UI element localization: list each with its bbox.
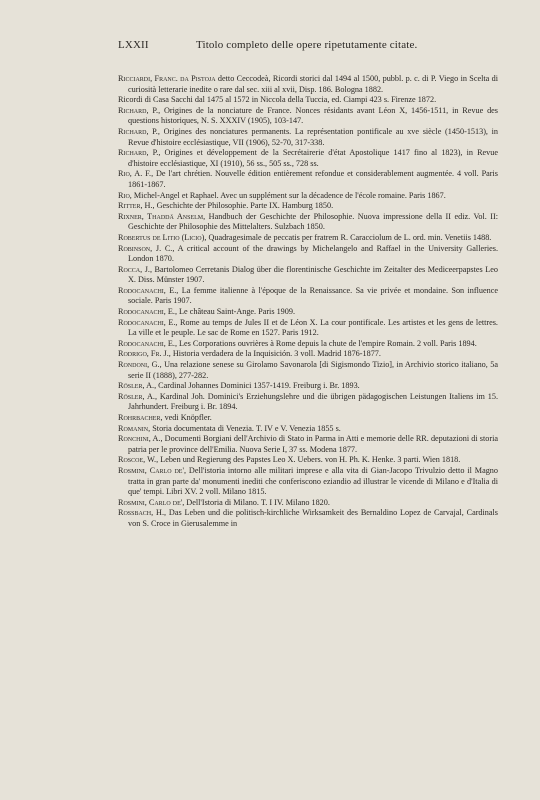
entry-author: Ronchini, A. (118, 434, 161, 444)
bibliography-entry (118, 307, 498, 318)
bibliography-entry (118, 434, 498, 455)
entry-author: Ricciardi, Franc. da Pistoja (118, 74, 216, 83)
entry-text: , vedi Knöpfler. (160, 413, 212, 422)
bibliography-entry (118, 148, 498, 169)
entry-author: Romanin (118, 423, 149, 433)
bibliography-entry (118, 95, 498, 106)
entry-text: , Storia documentata di Venezia. T. IV e V. Venezia 1855 s. (148, 423, 341, 433)
entry-author: Rösler, A. (118, 381, 155, 391)
entry-author: Rodocanachi, E. (118, 285, 177, 295)
bibliography-entry (118, 318, 498, 339)
bibliography-entry (118, 392, 498, 413)
bibliography-entry (118, 498, 498, 509)
entry-text: , Das Leben und die politisch-kirchliche Wirksamkeit des Bernaldino Lopez de Carvajal, Cardinals von S. Croce in Gierusalemme in (128, 508, 498, 528)
entry-text: , Handbuch der Geschichte der Philosophie. Nuova impressione della II ediz. Vol. II: Geschichte der Philosophie des Mittelalters. Sulzbach 1850. (128, 211, 499, 232)
entry-text: , Leben und Regierung des Papstes Leo X. Uebers. von H. Ph. K. Henke. 3 parti. Wien 1818. (156, 455, 461, 465)
page-number: LXXII (118, 39, 149, 51)
entry-author: Rocca, J. (118, 264, 150, 274)
entry-text: , Origines des nonciatures permanents. La représentation pontificale au xve siècle (1450-1513), in Revue d'histoire ecclésiastique, VII (1906), 52-70, 317-338. (128, 126, 498, 147)
entry-text: , Quadragesimale de peccatis per fratrem R. Caracciolum de L. ord. min. Venetiis 1488. (204, 232, 492, 242)
entry-author: Rondoni, G. (118, 360, 160, 370)
bibliography-entry (118, 508, 498, 529)
bibliography-entry (118, 74, 498, 95)
entry-text: , Les Corporations ouvrières à Rome depuis la chute de l'empire Romain. 2 voll. Paris 1894. (174, 338, 477, 348)
entry-author: Rodocanachi, E. (118, 338, 175, 348)
entry-text: , Bartolomeo Cerretanis Dialog über die florentinische Geschichte im Zeitalter des Mediceerpapstes Leo X. Diss. Münster 1907. (128, 264, 498, 285)
entry-author: Rodrigo, Fr. J. (118, 349, 169, 359)
bibliography-entry (118, 455, 498, 466)
entry-author: Rösler, A. (118, 391, 155, 401)
entry-text: , Rome au temps de Jules II et de Léon X. La cour pontificale. Les artistes et les gens de lettres. La ville et le peuple. Le sac de Rome en 1527. Paris 1912. (128, 317, 498, 338)
entry-author: Rixner, Thaddä Anselm (118, 211, 204, 221)
entry-text: , Una relazione senese su Girolamo Savonarola [di Sigismondo Tizio], in Archivio storico italiano, 5a serie II (1888), 277-282. (128, 360, 498, 380)
entry-text: , Origines de la nonciature de France. Nonces résidants avant Léon X, 1456-1511, in Revue des questions historiques, N. S. XXXIV (1905), 103-147. (128, 105, 498, 126)
bibliography-entry (118, 244, 498, 265)
entry-author: Rio (118, 190, 130, 200)
bibliography-entry (118, 233, 498, 244)
bibliography-entry (118, 169, 498, 190)
entry-author: Rossbach, H. (118, 508, 165, 518)
entry-text: detto Ceccodeà, Ricordi storici dal 1494 al 1500, pubbl. p. c. di P. Viego in Scelta di curiosità letterarie inedite o rare dal sec. xiii al xvii, Disp. 186. Bologna 1882. (128, 74, 498, 94)
entry-author: Rosmini, Carlo de' (118, 497, 183, 507)
entry-author: Rosmini, Carlo de' (118, 465, 184, 475)
entry-text: , Kardinal Joh. Dominici's Erziehungslehre und die übrigen pädagogischen Leistungen Italiens im 15. Jahrhundert. Freiburg i. Br. 1894. (128, 391, 498, 412)
bibliography-entry (118, 413, 498, 424)
entry-text: , Geschichte der Philosophie. Parte IX. Hamburg 1850. (152, 201, 334, 211)
bibliography-entry (118, 360, 498, 381)
bibliography-entry (118, 265, 498, 286)
entry-author: Richard, P. (118, 126, 158, 136)
bibliography-entry (118, 201, 498, 212)
entry-text: , Dell'Istoria di Milano. T. I IV. Milano 1820. (182, 497, 330, 507)
bibliography-entry (118, 191, 498, 202)
entry-author: Richard, P. (118, 148, 159, 158)
entry-text: , Documenti Borgiani dell'Archivio di Stato in Parma in Atti e memorie delle RR. deputazioni di storia patria per le province dell'Emilia. Nuova Serie I, 37 ss. Modena 1877. (128, 434, 498, 454)
entry-author: Ritter, H. (118, 201, 153, 211)
entry-text: , Historia verdadera de la Inquisición. 3 voll. Madrid 1876-1877. (168, 349, 381, 359)
entry-text: , La femme italienne à l'époque de la Renaissance. Sa vie privée et mondaine. Son influence sociale. Paris 1907. (128, 285, 498, 306)
entry-text: Ricordi di Casa Sacchi dal 1475 al 1572 in Niccola della Tuccia, ed. Ciampi 423 s. Firenze 1872. (118, 95, 437, 105)
entry-author: Rodocanachi, E. (118, 317, 176, 327)
bibliography-entry (118, 106, 498, 127)
entry-text: , Michel-Angel et Raphael. Avec un supplément sur la décadence de l'école romaine. Paris 1867. (129, 190, 446, 200)
bibliography-entry (118, 339, 498, 350)
entry-text: , Dell'istoria intorno alle militari imprese e alla vita di Gian-Jacopo Trivulzio detto il Magno tratta in gran parte da' monumenti inediti che conferiscono eziandio ad illustrar le vicende di Milano e d'Italia di que' tempi. Libri XV. 2 voll. Milano 1815. (128, 465, 498, 497)
bibliography-entry (118, 349, 498, 360)
bibliography-entry (118, 212, 498, 233)
running-title: Titolo completo delle opere ripetutamente citate. (196, 39, 418, 51)
bibliography-list (118, 74, 498, 530)
entry-author: Rodocanachi, E. (118, 307, 175, 317)
entry-author: Rio, A. F. (118, 169, 152, 179)
entry-author: Robinson, J. C. (118, 243, 173, 253)
entry-text: , Cardinal Johannes Dominici 1357-1419. Freiburg i. Br. 1893. (154, 381, 360, 391)
bibliography-entry (118, 127, 498, 148)
entry-author: Robertus de Litio (Licio) (118, 232, 205, 242)
entry-text: , A critical account of the drawings by Michelangelo and Raffael in the University Galleries. London 1870. (128, 243, 498, 264)
entry-text: , Origines et développement de la Secrétairerie d'état Apostolique 1417 fino al 1823), in Revue d'histoire ecclésiastique, XI (1910), 56 ss., 505 ss., 728 ss. (128, 148, 498, 168)
bibliography-entry (118, 381, 498, 392)
entry-text: , Le château Saint-Ange. Paris 1909. (174, 307, 295, 317)
bibliography-entry (118, 286, 498, 307)
running-header (118, 39, 498, 53)
bibliography-entry (118, 466, 498, 498)
entry-author: Rohrbacher (118, 413, 161, 422)
bibliography-entry (118, 424, 498, 435)
entry-author: Richard, P. (118, 105, 159, 115)
entry-text: , De l'art chrétien. Nouvelle édition entièrement refondue et considerablement augmentée. 4 voll. Paris 1861-1867. (128, 169, 498, 189)
entry-author: Roscoe, W. (118, 455, 157, 465)
